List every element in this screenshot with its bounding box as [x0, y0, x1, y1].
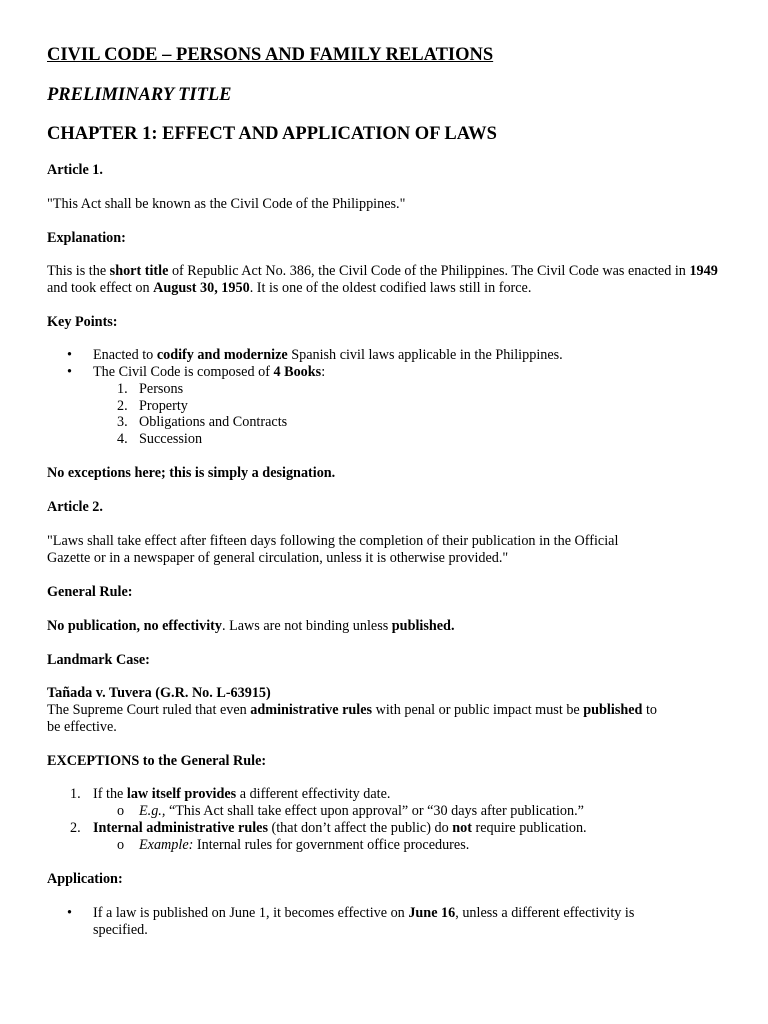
- article-1-heading: Article 1.: [47, 162, 103, 178]
- explanation-heading: Explanation:: [47, 230, 126, 246]
- case-description-line-2: be effective.: [47, 719, 117, 735]
- exceptions-heading: EXCEPTIONS to the General Rule:: [47, 753, 267, 769]
- general-rule-heading: General Rule:: [47, 584, 133, 600]
- bullet-icon: •: [67, 364, 72, 380]
- bullet-icon: •: [67, 905, 72, 921]
- circle-bullet-icon: o: [117, 837, 125, 853]
- article-2-quote-line-2: Gazette or in a newspaper of general circulation, unless it is otherwise provided.": [47, 550, 509, 566]
- application-heading: Application:: [47, 871, 123, 887]
- document-subtitle: PRELIMINARY TITLE: [47, 85, 232, 105]
- article-2-heading: Article 2.: [47, 499, 103, 515]
- bullet-icon: •: [67, 347, 72, 363]
- circle-bullet-icon: o: [117, 803, 125, 819]
- landmark-case-heading: Landmark Case:: [47, 652, 150, 668]
- document-title: CIVIL CODE – PERSONS AND FAMILY RELATIONS: [47, 45, 494, 65]
- article-2-quote-line-1: "Laws shall take effect after fifteen days following the completion of their publication in the Official: [47, 533, 619, 549]
- explanation-paragraph: This is the short title of Republic Act No. 386, the Civil Code of the Philippines. The Civil Code was enacted in 1949 and took effect on August 30, 1950. It is one of the oldest codified laws still in force.: [47, 263, 718, 296]
- key-points-heading: Key Points:: [47, 314, 118, 330]
- article-1-closing: No exceptions here; this is simply a designation.: [47, 465, 336, 481]
- chapter-heading: CHAPTER 1: EFFECT AND APPLICATION OF LAWS: [47, 124, 497, 144]
- general-rule-text: No publication, no effectivity. Laws are not binding unless published.: [47, 618, 455, 634]
- case-name: Tañada v. Tuvera (G.R. No. L-63915): [47, 685, 271, 701]
- article-1-quote: "This Act shall be known as the Civil Code of the Philippines.": [47, 196, 406, 212]
- case-description-line-1: The Supreme Court ruled that even administrative rules with penal or public impact must be published to: [47, 702, 658, 718]
